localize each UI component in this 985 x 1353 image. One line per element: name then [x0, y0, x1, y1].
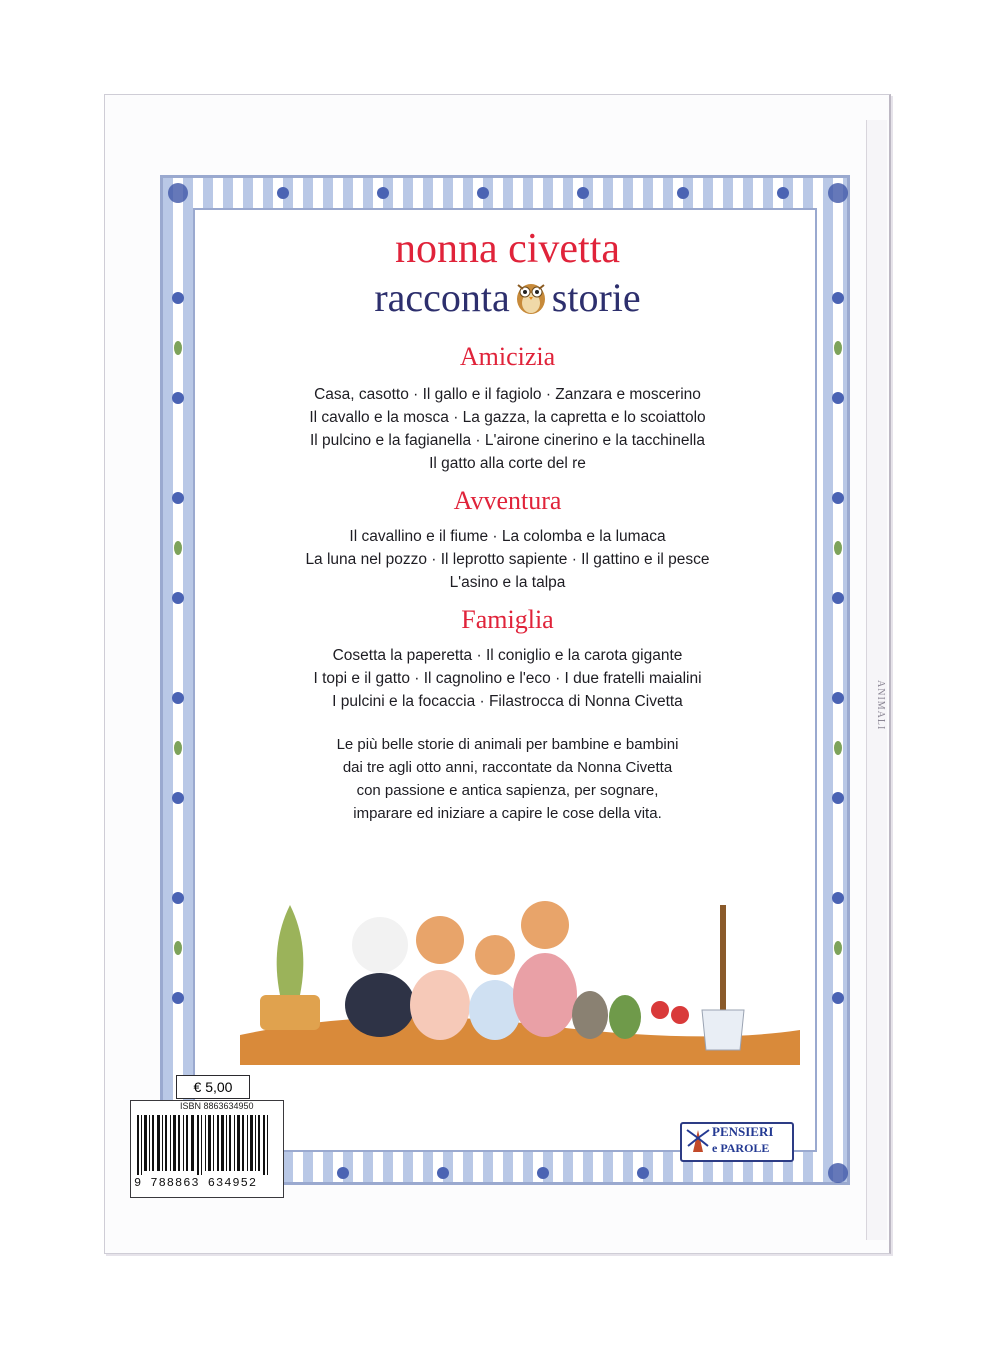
windmill-icon — [685, 1126, 711, 1156]
blurb-line: con passione e antica sapienza, per sognare, — [356, 782, 659, 799]
spine-title: ANIMALI — [875, 680, 886, 731]
publisher-name-line2: e PAROLE — [712, 1141, 770, 1155]
barcode-number: 9 788863 634952 — [134, 1176, 258, 1190]
story-line: Il pulcino e la fagianella · L'airone cinerino e la tacchinella — [309, 432, 705, 449]
story-line: I pulcini e la focaccia · Filastrocca di Nonna Civetta — [332, 693, 683, 710]
story-line: I topi e il gatto · Il cagnolino e l'eco · I due fratelli maialini — [313, 670, 702, 687]
blurb-line: Le più belle storie di animali per bambine e bambini — [336, 736, 679, 753]
story-line: Cosetta la paperetta · Il coniglio e la carota gigante — [332, 647, 683, 664]
cover-content — [230, 225, 785, 825]
section-title-avventura: Avventura — [453, 486, 562, 515]
blurb-line: dai tre agli otto anni, raccontate da Nonna Civetta — [342, 759, 673, 776]
owl-icon — [512, 275, 550, 317]
isbn-label: ISBN 8863634950 — [180, 1101, 254, 1111]
story-line: La luna nel pozzo · Il leprotto sapiente · Il gattino e il pesce — [305, 551, 710, 568]
publisher-name-line1: PENSIERI — [712, 1124, 774, 1139]
subtitle-word-1: racconta — [374, 275, 510, 320]
story-line: Casa, casotto · Il gallo e il fagiolo · Zanzara e moscerino — [314, 386, 701, 403]
story-line: Il cavallo e la mosca · La gazza, la capretta e lo scoiattolo — [309, 409, 706, 426]
animals-illustration — [240, 885, 800, 1065]
story-line: L'asino e la talpa — [449, 574, 566, 591]
series-subtitle — [230, 275, 785, 321]
story-line: Il gatto alla corte del re — [429, 455, 586, 472]
blurb-line: imparare ed iniziare a capire le cose della vita. — [353, 805, 662, 822]
subtitle-word-2: storie — [551, 275, 641, 320]
section-title-amicizia: Amicizia — [459, 342, 556, 371]
series-title: nonna civetta — [394, 226, 621, 272]
price-tag: € 5,00 — [176, 1075, 250, 1099]
story-line: Il cavallino e il fiume · La colomba e la lumaca — [349, 528, 666, 545]
section-title-famiglia: Famiglia — [461, 605, 554, 634]
